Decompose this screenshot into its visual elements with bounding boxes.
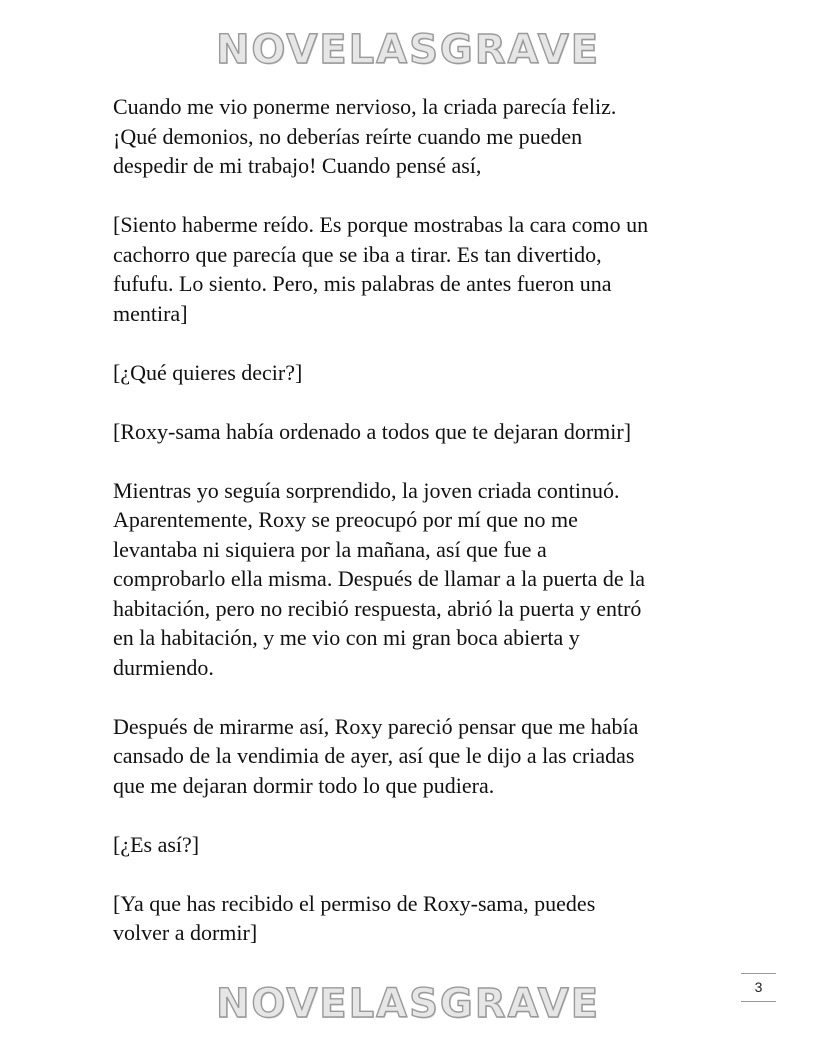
page-number: 3 (741, 973, 776, 1002)
text-line: cansado de la vendimia de ayer, así que le dijo a las criadas (113, 743, 635, 768)
header-watermark-logo: NOVELASGRAVE (215, 27, 601, 73)
text-line: volver a dormir] (113, 920, 258, 945)
paragraph (113, 358, 713, 388)
text-line: fufufu. Lo siento. Pero, mis palabras de antes fueron una (113, 271, 612, 296)
text-line: levantaba ni siquiera por la mañana, así que fue a (113, 536, 547, 562)
text-line: Aparentemente, Roxy se preocupó por mí que no me (113, 507, 578, 532)
text-line: en la habitación, y me vio con mi gran boca abierta y (113, 625, 580, 650)
text-line: durmiendo. (113, 654, 214, 680)
text-line: cachorro que parecía que se iba a tirar. Es tan divertido, (113, 241, 602, 267)
text-line: [¿Es así?] (113, 831, 200, 857)
text-line: Cuando me vio ponerme nervioso, la criada parecía feliz. (113, 94, 617, 119)
text-line: [¿Qué quieres decir?] (113, 359, 303, 385)
text-line: que me dejaran dormir todo lo que pudiera. (113, 772, 495, 798)
paragraph (113, 830, 713, 860)
paragraph (113, 92, 713, 181)
paragraph (113, 889, 713, 948)
text-line: [Roxy-sama había ordenado a todos que te dejaran dormir] (113, 418, 632, 444)
text-line: ¡Qué demonios, no deberías reírte cuando me pueden (113, 123, 583, 149)
paragraph (113, 210, 713, 328)
text-line: [Siento haberme reído. Es porque mostrabas la cara como un (113, 212, 649, 237)
text-line: Después de mirarme así, Roxy pareció pensar que me había (113, 713, 639, 739)
text-line: comprobarlo ella misma. Después de llamar a la puerta de la (113, 566, 646, 591)
footer-watermark-logo: NOVELASGRAVE (215, 981, 601, 1027)
text-line: mentira] (113, 300, 188, 326)
paragraph (113, 712, 713, 801)
text-line: Mientras yo seguía sorprendido, la joven criada continuó. (113, 477, 620, 503)
text-line: habitación, pero no recibió respuesta, abrió la puerta y entró (113, 595, 642, 621)
paragraph (113, 417, 713, 447)
document-body (113, 92, 713, 977)
text-line: [Ya que has recibido el permiso de Roxy-sama, puedes (113, 890, 596, 916)
text-line: despedir de mi trabajo! Cuando pensé así, (113, 153, 482, 178)
paragraph (113, 476, 713, 683)
